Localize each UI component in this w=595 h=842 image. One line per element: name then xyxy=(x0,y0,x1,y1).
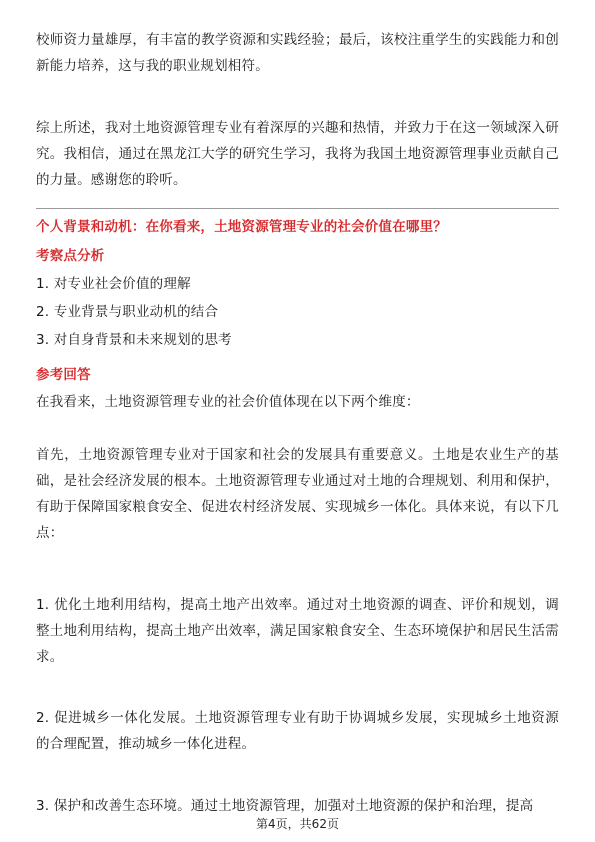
answer-point-3: 3. 保护和改善生态环境。通过土地资源管理，加强对土地资源的保护和治理，提高 xyxy=(36,798,534,814)
answer-intro: 在我看来，土地资源管理专业的社会价值体现在以下两个维度： xyxy=(36,394,420,410)
answer-first: 首先，土地资源管理专业对于国家和社会的发展具有重要意义。土地是农业生产的基础，是社会经济发展的根本。土地资源管理专业通过对土地的合理规划、利用和保护，有助于保障国家粮食安全、促进农村经济发展、实现城乡一体化。具体来说，有以下几点： xyxy=(36,447,559,541)
answer-point-1: 1. 优化土地利用结构，提高土地产出效率。通过对土地资源的调查、评价和规划，调整土地利用结构，提高土地产出效率，满足国家粮食安全、生态环境保护和居民生活需求。 xyxy=(36,597,559,665)
paragraph-continuation: 校师资力量雄厚，有丰富的教学资源和实践经验；最后，该校注重学生的实践能力和创新能力培养，这与我的职业规划相符。 xyxy=(36,32,559,74)
analysis-heading: 考察点分析 xyxy=(36,248,105,264)
analysis-point-3: 3. 对自身背景和未来规划的思考 xyxy=(36,332,232,348)
answer-point-2: 2. 促进城乡一体化发展。土地资源管理专业有助于协调城乡发展，实现城乡土地资源的合理配置，推动城乡一体化进程。 xyxy=(36,710,559,752)
analysis-point-2: 2. 专业背景与职业动机的结合 xyxy=(36,304,219,320)
question-heading: 个人背景和动机：在你看来，土地资源管理专业的社会价值在哪里？ xyxy=(36,219,447,235)
paragraph-conclusion: 综上所述，我对土地资源管理专业有着深厚的兴趣和热情，并致力于在这一领域深入研究。我相信，通过在黑龙江大学的研究生学习，我将为我国土地资源管理事业贡献自己的力量。感谢您的聆听。 xyxy=(36,120,559,188)
page-number: 第4页，共62页 xyxy=(256,817,339,831)
section-divider xyxy=(36,208,559,209)
analysis-point-1: 1. 对专业社会价值的理解 xyxy=(36,276,191,292)
answer-heading: 参考回答 xyxy=(36,367,91,383)
